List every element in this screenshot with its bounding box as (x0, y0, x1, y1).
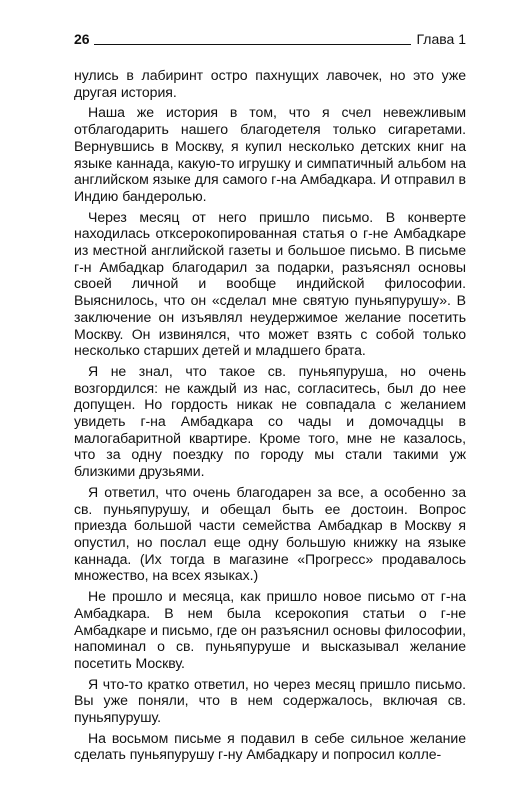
paragraph: Я ответил, что очень благодарен за все, а особенно за св. пуньяпурушу, и обещал быть ее достоин. Вопрос приезда большой части семейства Амбадкар в Москву я опустил, но послал еще одну большую книжку на языке каннада. (Их тогда в магазине «Прогресс» продавалось множество, на всех языках.) (74, 483, 466, 584)
paragraph: Я что-то кратко ответил, но через месяц пришло письмо. Вы уже поняли, что в нем содержалось, включая св. пуньяпурушу. (74, 675, 466, 726)
header-rule (94, 44, 411, 45)
running-head (74, 28, 466, 50)
body-text (74, 67, 466, 763)
page-number: 26 (74, 31, 90, 47)
paragraph: Наша же история в том, что я счел невежливым отблагодарить нашего благодетеля только сигаретами. Вернувшись в Москву, я купил несколько детских книг на языке каннада, какую-то игрушку и симпатичный альбом на английском языке для самого г-на Амбадкара. И отправил в Индию бандеролью. (74, 104, 466, 204)
paragraph: Не прошло и месяца, как пришло новое письмо от г-на Амбадкара. В нем была ксерокопия статьи о г-не Амбадкаре и письмо, где он разъяснил основы философии, напоминал о св. пуньяпуруше и высказывал желание посетить Москву. (74, 588, 466, 671)
paragraph: Через месяц от него пришло письмо. В конверте находилась отксерокопированная статья о г-не Амбадкаре из местной английской газеты и большое письмо. В письме г-н Амбадкар благодарил за подарки, разъяснял основы своей личной и вообще индийской философии. Выяснилось, что он «сделал мне святую пуньяпурушу». В заключение он изъявлял неудержимое желание посетить Москву. Он извинялся, что может взять с собой только несколько старших детей и младшего брата. (74, 208, 466, 359)
paragraph: Я не знал, что такое св. пуньяпуруша, но очень возгордился: не каждый из нас, согласитесь, был до нее допущен. Но гордость никак не совпадала с желанием увидеть г-на Амбадкара со чады и домочадцы в малогабаритной квартире. Кроме того, мне не казалось, что за одну поездку по городу мы стали такими уж близкими друзьями. (74, 362, 466, 480)
chapter-title: Глава 1 (416, 31, 466, 47)
paragraph: нулись в лабиринт остро пахнущих лавочек, но это уже другая история. (74, 67, 466, 100)
paragraph: На восьмом письме я подавил в себе сильное желание сделать пуньяпурушу г-ну Амбадкару и попросил колле- (74, 729, 466, 763)
book-page (74, 28, 466, 763)
